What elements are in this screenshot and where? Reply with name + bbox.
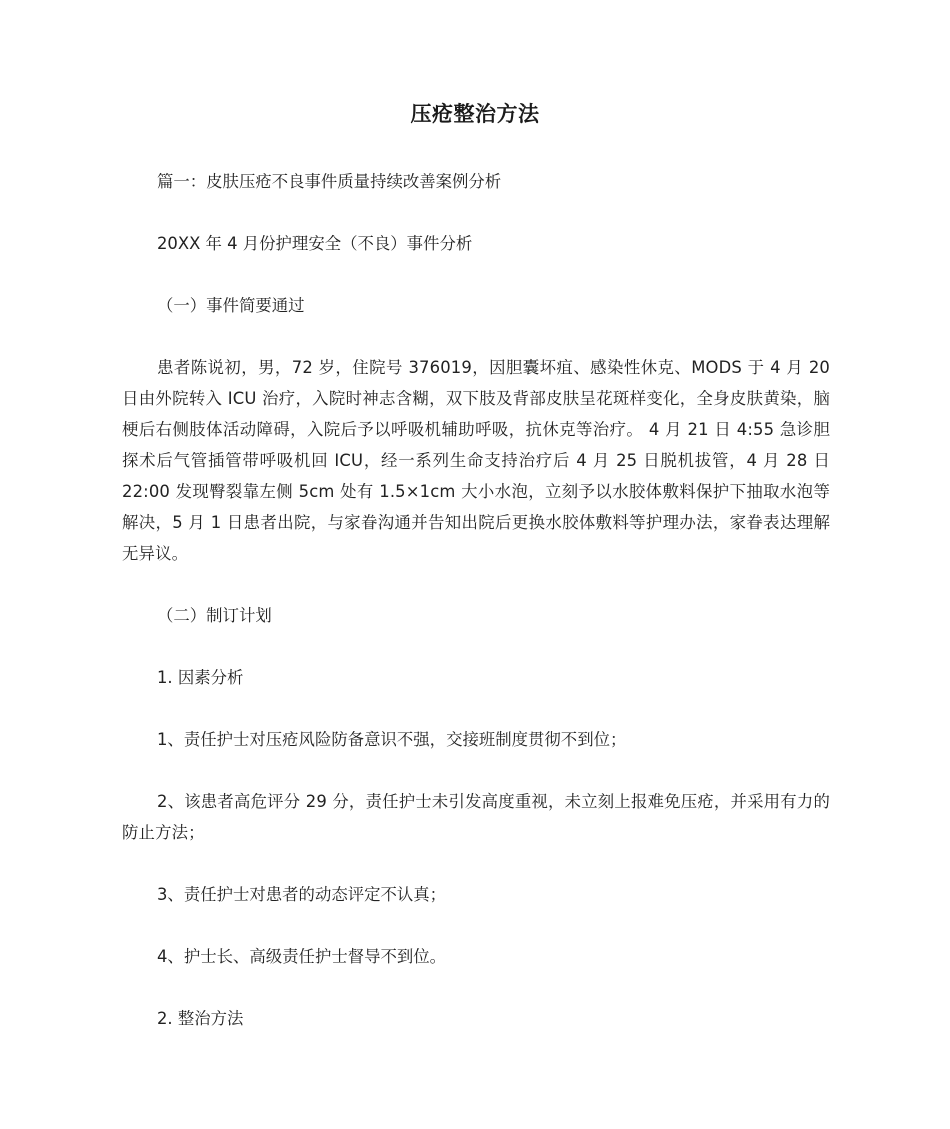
list-item: 4、护士长、高级责任护士督导不到位。 — [157, 947, 447, 966]
list-heading: 2. 整治方法 — [157, 1009, 244, 1028]
list-item: 1、责任护士对压疮风险防备意识不强，交接班制度贯彻不到位； — [157, 730, 627, 749]
section-heading: 20XX 年 4 月份护理安全（不良）事件分析 — [157, 234, 473, 253]
list-item: 3、责任护士对患者的动态评定不认真； — [157, 885, 447, 904]
document-title: 压疮整治方法 — [410, 102, 540, 126]
list-item: 2、该患者高危评分 29 分，责任护士未引发高度重视，未立刻上报难免压疮，并采用有力的防止方法； — [122, 792, 830, 842]
document-body — [122, 166, 830, 1034]
article-heading: 篇一：皮肤压疮不良事件质量持续改善案例分析 — [157, 172, 502, 191]
subsection-heading: （二）制订计划 — [157, 606, 272, 625]
subsection-heading: （一）事件简要通过 — [157, 296, 305, 315]
list-heading: 1. 因素分析 — [157, 668, 244, 687]
case-description-paragraph: 患者陈说初，男，72 岁，住院号 376019，因胆囊坏疽、感染性休克、MODS 于 4 月 20 日由外院转入 ICU 治疗，入院时神志含糊，双下肢及背部皮肤呈花斑样变化，全身皮肤黄染，脑梗后右侧肢体活动障碍，入院后予以呼吸机辅助呼吸，抗休克等治疗。 4 月 21 日 4:55 急诊胆探术后气管插管带呼吸机回 ICU，经一系列生命支持治疗后 4 月 25 日脱机拔管，4 月 28 日 22:00 发现臀裂靠左侧 5cm 处有 1.5×1cm 大小水泡，立刻予以水胶体敷料保护下抽取水泡等解决，5 月 1 日患者出院，与家眷沟通并告知出院后更换水胶体敷料等护理办法，家眷表达理解无异议。 — [122, 358, 830, 563]
